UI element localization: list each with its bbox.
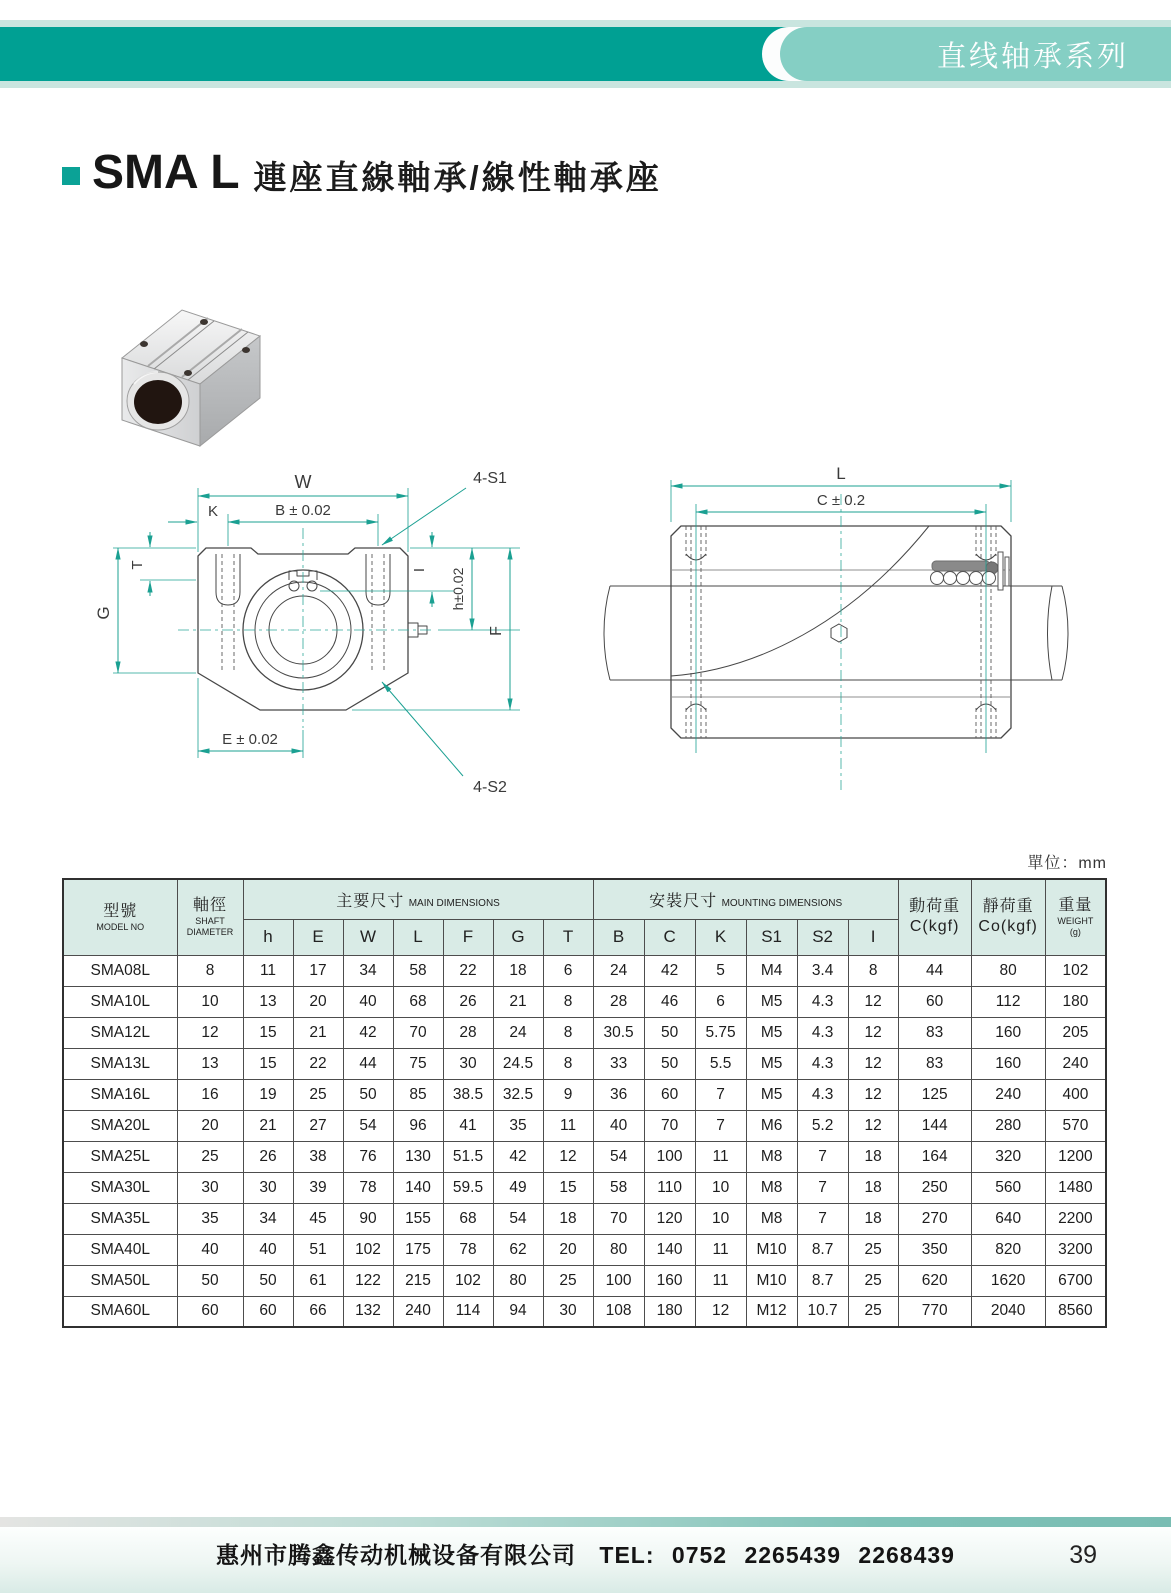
- value-cell: 10: [177, 986, 243, 1017]
- value-cell: 144: [898, 1110, 971, 1141]
- dim-label-h: h±0.02: [450, 567, 466, 611]
- column-header-weight: 重量 WEIGHT (g): [1045, 879, 1106, 955]
- column-header-static-load: 靜荷重 Co(kgf): [971, 879, 1045, 955]
- value-cell: 30.5: [593, 1017, 644, 1048]
- value-cell: 108: [593, 1296, 644, 1327]
- value-cell: 11: [543, 1110, 593, 1141]
- column-header-c: C: [644, 919, 695, 955]
- value-cell: 44: [343, 1048, 393, 1079]
- table-row: [63, 1110, 1106, 1141]
- table-row: [63, 1079, 1106, 1110]
- value-cell: 38: [293, 1141, 343, 1172]
- value-cell: 102: [1045, 955, 1106, 986]
- value-cell: 16: [177, 1079, 243, 1110]
- value-cell: 42: [493, 1141, 543, 1172]
- model-cell: SMA12L: [63, 1017, 177, 1048]
- value-cell: 38.5: [443, 1079, 493, 1110]
- value-cell: 51.5: [443, 1141, 493, 1172]
- value-cell: 5: [695, 955, 746, 986]
- dim-label-g: G: [94, 606, 113, 620]
- model-cell: SMA08L: [63, 955, 177, 986]
- value-cell: 102: [443, 1265, 493, 1296]
- value-cell: M12: [746, 1296, 797, 1327]
- value-cell: 12: [848, 1017, 898, 1048]
- value-cell: 10: [695, 1172, 746, 1203]
- table-row: [63, 1234, 1106, 1265]
- spec-table: [62, 878, 1107, 1328]
- value-cell: 51: [293, 1234, 343, 1265]
- value-cell: 4.3: [797, 1017, 848, 1048]
- value-cell: 215: [393, 1265, 443, 1296]
- value-cell: 18: [848, 1141, 898, 1172]
- value-cell: 11: [695, 1265, 746, 1296]
- value-cell: 112: [971, 986, 1045, 1017]
- value-cell: 110: [644, 1172, 695, 1203]
- value-cell: 12: [543, 1141, 593, 1172]
- spec-table-body: [63, 955, 1106, 1327]
- value-cell: 120: [644, 1203, 695, 1234]
- column-header-model: 型號 MODEL NO: [63, 879, 177, 955]
- value-cell: 19: [243, 1079, 293, 1110]
- table-row: [63, 1048, 1106, 1079]
- dim-label-k: K: [207, 503, 219, 520]
- value-cell: 80: [593, 1234, 644, 1265]
- value-cell: 60: [243, 1296, 293, 1327]
- value-cell: 76: [343, 1141, 393, 1172]
- value-cell: M5: [746, 1017, 797, 1048]
- value-cell: 130: [393, 1141, 443, 1172]
- dim-label-f: F: [488, 626, 505, 636]
- value-cell: 8.7: [797, 1265, 848, 1296]
- value-cell: 3.4: [797, 955, 848, 986]
- column-header-f: F: [443, 919, 493, 955]
- column-header-t: T: [543, 919, 593, 955]
- value-cell: 24: [593, 955, 644, 986]
- value-cell: 25: [848, 1296, 898, 1327]
- value-cell: 17: [293, 955, 343, 986]
- value-cell: 58: [393, 955, 443, 986]
- value-cell: 40: [177, 1234, 243, 1265]
- value-cell: 24: [493, 1017, 543, 1048]
- value-cell: 50: [644, 1048, 695, 1079]
- value-cell: 68: [443, 1203, 493, 1234]
- model-cell: SMA10L: [63, 986, 177, 1017]
- value-cell: 62: [493, 1234, 543, 1265]
- value-cell: 20: [543, 1234, 593, 1265]
- value-cell: 620: [898, 1265, 971, 1296]
- value-cell: 350: [898, 1234, 971, 1265]
- value-cell: 11: [695, 1141, 746, 1172]
- value-cell: 8.7: [797, 1234, 848, 1265]
- page-number: 39: [1069, 1541, 1097, 1569]
- value-cell: 102: [343, 1234, 393, 1265]
- value-cell: 59.5: [443, 1172, 493, 1203]
- units-note: 單位：mm: [1027, 855, 1107, 872]
- value-cell: 34: [243, 1203, 293, 1234]
- value-cell: 30: [543, 1296, 593, 1327]
- value-cell: 140: [393, 1172, 443, 1203]
- series-badge: [780, 27, 1171, 81]
- value-cell: 125: [898, 1079, 971, 1110]
- value-cell: 4.3: [797, 1048, 848, 1079]
- model-cell: SMA40L: [63, 1234, 177, 1265]
- column-header-g: G: [493, 919, 543, 955]
- value-cell: 205: [1045, 1017, 1106, 1048]
- value-cell: 160: [644, 1265, 695, 1296]
- value-cell: 12: [848, 1079, 898, 1110]
- dim-label-c: C ± 0.2: [816, 492, 866, 509]
- footer-contact: [0, 1537, 1171, 1570]
- value-cell: 240: [1045, 1048, 1106, 1079]
- value-cell: 34: [343, 955, 393, 986]
- value-cell: 25: [543, 1265, 593, 1296]
- value-cell: 240: [971, 1079, 1045, 1110]
- value-cell: 78: [343, 1172, 393, 1203]
- value-cell: 180: [644, 1296, 695, 1327]
- value-cell: 280: [971, 1110, 1045, 1141]
- value-cell: 40: [243, 1234, 293, 1265]
- model-cell: SMA13L: [63, 1048, 177, 1079]
- model-cell: SMA60L: [63, 1296, 177, 1327]
- value-cell: M10: [746, 1265, 797, 1296]
- value-cell: 164: [898, 1141, 971, 1172]
- value-cell: M5: [746, 1079, 797, 1110]
- value-cell: 8: [543, 986, 593, 1017]
- value-cell: 18: [848, 1172, 898, 1203]
- dim-label-t: T: [129, 560, 146, 570]
- value-cell: 50: [644, 1017, 695, 1048]
- value-cell: 39: [293, 1172, 343, 1203]
- value-cell: 50: [243, 1265, 293, 1296]
- value-cell: 25: [177, 1141, 243, 1172]
- value-cell: 83: [898, 1048, 971, 1079]
- value-cell: 20: [177, 1110, 243, 1141]
- value-cell: 7: [695, 1079, 746, 1110]
- value-cell: 41: [443, 1110, 493, 1141]
- value-cell: 50: [177, 1265, 243, 1296]
- value-cell: 15: [243, 1048, 293, 1079]
- value-cell: 160: [971, 1048, 1045, 1079]
- column-header-s1: S1: [746, 919, 797, 955]
- value-cell: 5.2: [797, 1110, 848, 1141]
- value-cell: 45: [293, 1203, 343, 1234]
- value-cell: 100: [593, 1265, 644, 1296]
- column-header-i: I: [848, 919, 898, 955]
- group-header-main-dimensions: 主要尺寸 MAIN DIMENSIONS: [243, 879, 593, 919]
- column-header-k: K: [695, 919, 746, 955]
- value-cell: 25: [848, 1234, 898, 1265]
- model-cell: SMA35L: [63, 1203, 177, 1234]
- dim-label-s2: 4-S2: [473, 779, 507, 796]
- value-cell: 50: [343, 1079, 393, 1110]
- value-cell: 2040: [971, 1296, 1045, 1327]
- value-cell: 24.5: [493, 1048, 543, 1079]
- value-cell: M5: [746, 986, 797, 1017]
- value-cell: 1620: [971, 1265, 1045, 1296]
- value-cell: 12: [177, 1017, 243, 1048]
- value-cell: M8: [746, 1141, 797, 1172]
- value-cell: 8560: [1045, 1296, 1106, 1327]
- value-cell: 40: [593, 1110, 644, 1141]
- table-row: [63, 1296, 1106, 1327]
- series-label: 直线轴承系列: [936, 40, 1129, 73]
- side-view-drawing: [596, 458, 1086, 818]
- value-cell: 22: [293, 1048, 343, 1079]
- column-header-s2: S2: [797, 919, 848, 955]
- value-cell: 40: [343, 986, 393, 1017]
- model-cell: SMA25L: [63, 1141, 177, 1172]
- value-cell: 12: [695, 1296, 746, 1327]
- value-cell: 320: [971, 1141, 1045, 1172]
- column-header-h: h: [243, 919, 293, 955]
- value-cell: 28: [593, 986, 644, 1017]
- column-header-w: W: [343, 919, 393, 955]
- value-cell: 54: [493, 1203, 543, 1234]
- value-cell: 30: [177, 1172, 243, 1203]
- value-cell: 122: [343, 1265, 393, 1296]
- value-cell: 770: [898, 1296, 971, 1327]
- value-cell: 26: [443, 986, 493, 1017]
- value-cell: 114: [443, 1296, 493, 1327]
- value-cell: 7: [695, 1110, 746, 1141]
- value-cell: 12: [848, 1048, 898, 1079]
- value-cell: 132: [343, 1296, 393, 1327]
- value-cell: 18: [543, 1203, 593, 1234]
- footer-accent-bar: [0, 1517, 1171, 1527]
- value-cell: 12: [848, 986, 898, 1017]
- dim-label-b: B ± 0.02: [275, 502, 331, 519]
- value-cell: 46: [644, 986, 695, 1017]
- value-cell: 54: [593, 1141, 644, 1172]
- column-header-b: B: [593, 919, 644, 955]
- dim-label-l: L: [836, 464, 846, 483]
- value-cell: 85: [393, 1079, 443, 1110]
- model-cell: SMA20L: [63, 1110, 177, 1141]
- value-cell: 75: [393, 1048, 443, 1079]
- value-cell: 68: [393, 986, 443, 1017]
- value-cell: 175: [393, 1234, 443, 1265]
- value-cell: 1480: [1045, 1172, 1106, 1203]
- value-cell: 42: [644, 955, 695, 986]
- value-cell: 7: [797, 1141, 848, 1172]
- model-cell: SMA50L: [63, 1265, 177, 1296]
- value-cell: 60: [644, 1079, 695, 1110]
- value-cell: 180: [1045, 986, 1106, 1017]
- value-cell: 8: [848, 955, 898, 986]
- value-cell: 5.75: [695, 1017, 746, 1048]
- value-cell: M8: [746, 1172, 797, 1203]
- value-cell: 2200: [1045, 1203, 1106, 1234]
- product-description: 連座直線軸承/線性軸承座: [253, 159, 662, 196]
- value-cell: 25: [848, 1265, 898, 1296]
- table-row: [63, 1265, 1106, 1296]
- column-header-dynamic-load: 動荷重 C(kgf): [898, 879, 971, 955]
- product-code: SMA L: [92, 145, 240, 199]
- dim-label-w: W: [294, 472, 312, 492]
- value-cell: 58: [593, 1172, 644, 1203]
- value-cell: 4.3: [797, 986, 848, 1017]
- value-cell: 6: [695, 986, 746, 1017]
- value-cell: 18: [493, 955, 543, 986]
- value-cell: 42: [343, 1017, 393, 1048]
- value-cell: 70: [393, 1017, 443, 1048]
- phone-numbers: TEL: 0752 2265439 2268439: [599, 1542, 955, 1568]
- value-cell: 60: [177, 1296, 243, 1327]
- value-cell: 8: [543, 1017, 593, 1048]
- value-cell: 27: [293, 1110, 343, 1141]
- value-cell: 7: [797, 1203, 848, 1234]
- table-row: [63, 1017, 1106, 1048]
- value-cell: 240: [393, 1296, 443, 1327]
- value-cell: 12: [848, 1110, 898, 1141]
- column-header-e: E: [293, 919, 343, 955]
- value-cell: M4: [746, 955, 797, 986]
- value-cell: 11: [695, 1234, 746, 1265]
- value-cell: 10.7: [797, 1296, 848, 1327]
- dim-label-e: E ± 0.02: [222, 731, 278, 748]
- value-cell: 570: [1045, 1110, 1106, 1141]
- value-cell: 18: [848, 1203, 898, 1234]
- table-row: [63, 1172, 1106, 1203]
- value-cell: 15: [243, 1017, 293, 1048]
- value-cell: 9: [543, 1079, 593, 1110]
- column-header-shaft: 軸徑 SHAFT DIAMETER: [177, 879, 243, 955]
- value-cell: 30: [443, 1048, 493, 1079]
- value-cell: 25: [293, 1079, 343, 1110]
- value-cell: 140: [644, 1234, 695, 1265]
- value-cell: 32.5: [493, 1079, 543, 1110]
- value-cell: 49: [493, 1172, 543, 1203]
- value-cell: 20: [293, 986, 343, 1017]
- value-cell: 35: [177, 1203, 243, 1234]
- value-cell: 33: [593, 1048, 644, 1079]
- value-cell: 155: [393, 1203, 443, 1234]
- table-row: [63, 955, 1106, 986]
- value-cell: 61: [293, 1265, 343, 1296]
- value-cell: 78: [443, 1234, 493, 1265]
- value-cell: 6: [543, 955, 593, 986]
- value-cell: M5: [746, 1048, 797, 1079]
- value-cell: 100: [644, 1141, 695, 1172]
- table-row: [63, 1203, 1106, 1234]
- value-cell: 26: [243, 1141, 293, 1172]
- value-cell: 44: [898, 955, 971, 986]
- value-cell: 3200: [1045, 1234, 1106, 1265]
- value-cell: 11: [243, 955, 293, 986]
- value-cell: 80: [971, 955, 1045, 986]
- value-cell: 28: [443, 1017, 493, 1048]
- value-cell: M8: [746, 1203, 797, 1234]
- value-cell: 1200: [1045, 1141, 1106, 1172]
- value-cell: 21: [293, 1017, 343, 1048]
- title-bullet-icon: [62, 167, 80, 185]
- value-cell: 5.5: [695, 1048, 746, 1079]
- value-cell: 640: [971, 1203, 1045, 1234]
- top-banner: [0, 20, 1171, 88]
- table-row: [63, 986, 1106, 1017]
- value-cell: 30: [243, 1172, 293, 1203]
- model-cell: SMA30L: [63, 1172, 177, 1203]
- dim-label-i: I: [411, 567, 428, 573]
- value-cell: 22: [443, 955, 493, 986]
- value-cell: 7: [797, 1172, 848, 1203]
- dim-label-s1: 4-S1: [473, 470, 507, 487]
- value-cell: 8: [177, 955, 243, 986]
- value-cell: 96: [393, 1110, 443, 1141]
- value-cell: 270: [898, 1203, 971, 1234]
- value-cell: 250: [898, 1172, 971, 1203]
- value-cell: 70: [644, 1110, 695, 1141]
- model-cell: SMA16L: [63, 1079, 177, 1110]
- value-cell: 4.3: [797, 1079, 848, 1110]
- value-cell: 90: [343, 1203, 393, 1234]
- value-cell: 36: [593, 1079, 644, 1110]
- value-cell: 35: [493, 1110, 543, 1141]
- value-cell: 80: [493, 1265, 543, 1296]
- value-cell: 8: [543, 1048, 593, 1079]
- group-header-mounting-dimensions: 安裝尺寸 MOUNTING DIMENSIONS: [593, 879, 898, 919]
- value-cell: 21: [243, 1110, 293, 1141]
- value-cell: 54: [343, 1110, 393, 1141]
- value-cell: 66: [293, 1296, 343, 1327]
- value-cell: 400: [1045, 1079, 1106, 1110]
- product-photo: [100, 280, 300, 455]
- footer: [0, 1527, 1171, 1593]
- page-title: [62, 146, 662, 199]
- value-cell: 160: [971, 1017, 1045, 1048]
- value-cell: 83: [898, 1017, 971, 1048]
- value-cell: 60: [898, 986, 971, 1017]
- value-cell: 820: [971, 1234, 1045, 1265]
- front-view-drawing: [88, 458, 593, 818]
- value-cell: 560: [971, 1172, 1045, 1203]
- table-row: [63, 1141, 1106, 1172]
- value-cell: 21: [493, 986, 543, 1017]
- value-cell: 94: [493, 1296, 543, 1327]
- value-cell: 70: [593, 1203, 644, 1234]
- value-cell: M10: [746, 1234, 797, 1265]
- value-cell: 15: [543, 1172, 593, 1203]
- value-cell: M6: [746, 1110, 797, 1141]
- value-cell: 6700: [1045, 1265, 1106, 1296]
- value-cell: 13: [243, 986, 293, 1017]
- company-name: 惠州市腾鑫传动机械设备有限公司: [216, 1542, 577, 1568]
- value-cell: 13: [177, 1048, 243, 1079]
- column-header-l: L: [393, 919, 443, 955]
- value-cell: 10: [695, 1203, 746, 1234]
